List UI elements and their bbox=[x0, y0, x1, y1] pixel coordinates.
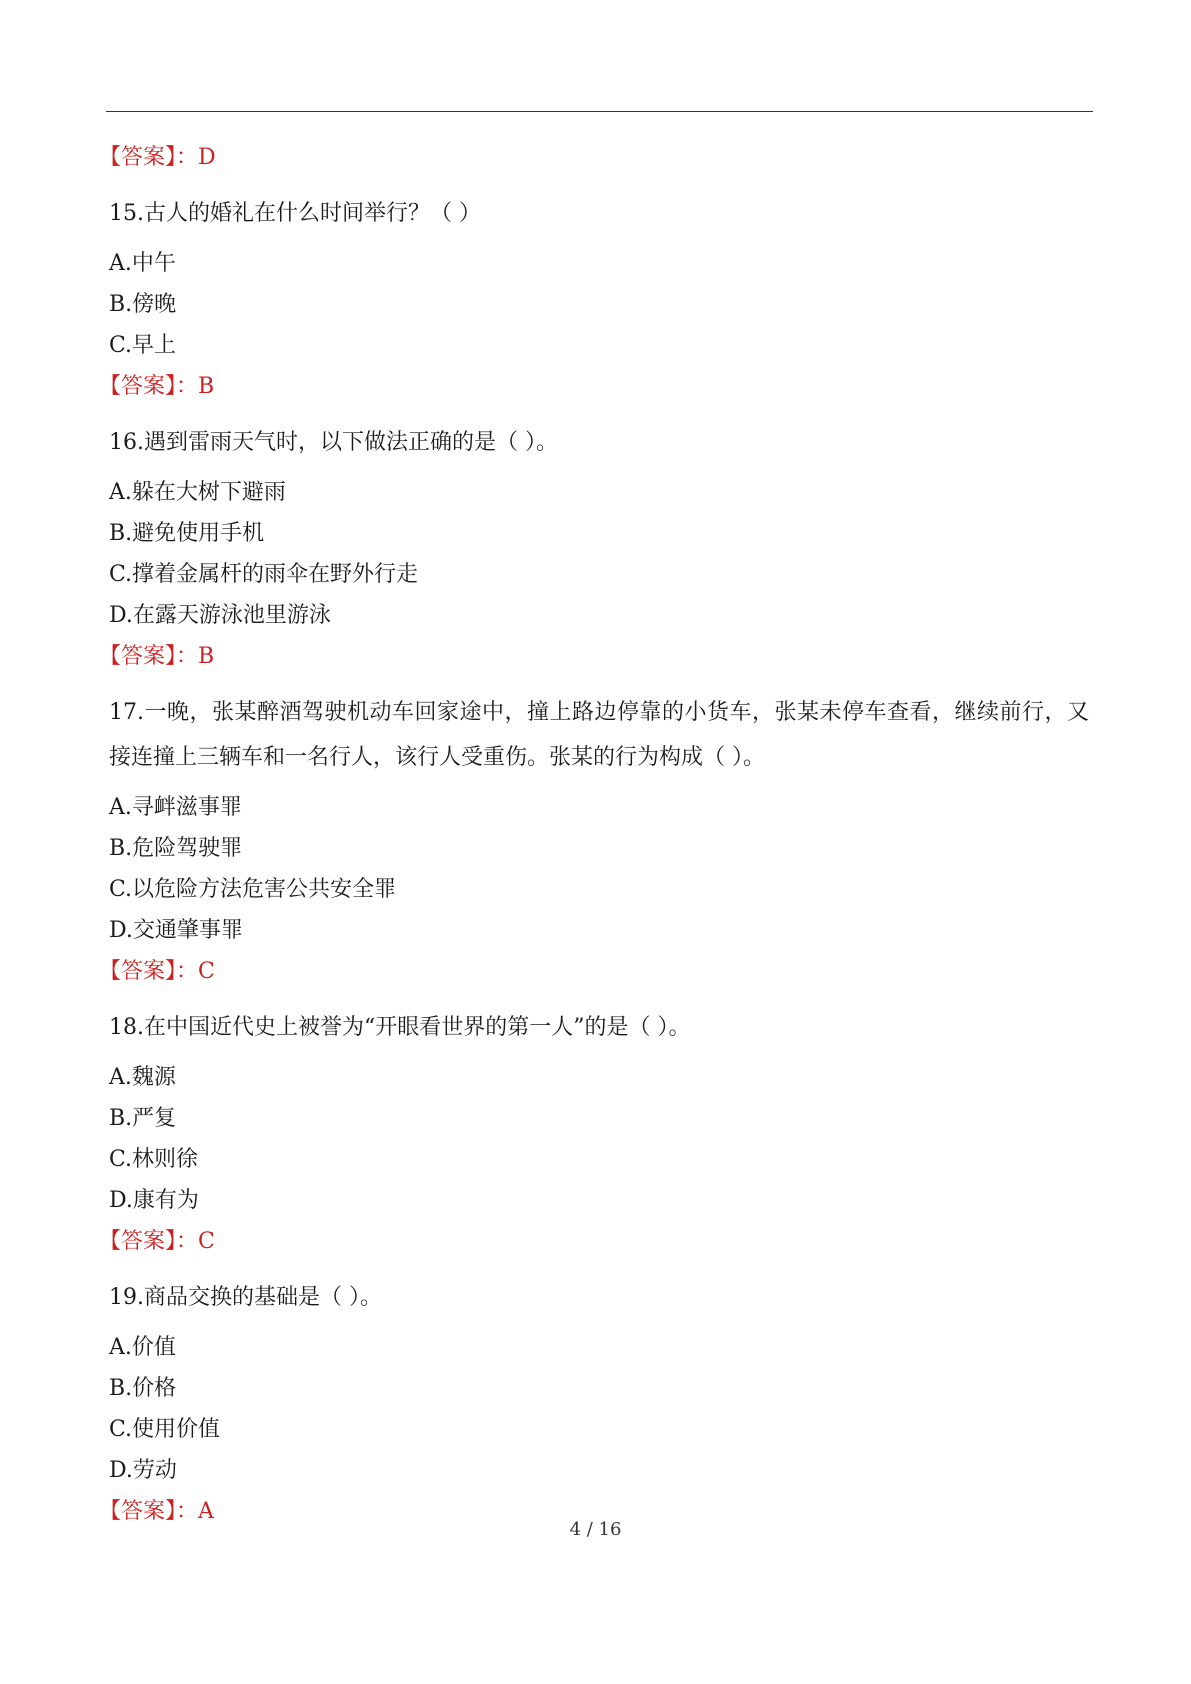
question-stem: 17.一晚，张某醉酒驾驶机动车回家途中，撞上路边停靠的小货车，张某未停车查看，继续前行，又接连撞上三辆车和一名行人，该行人受重伤。张某的行为构成（ ）。 bbox=[109, 700, 1089, 770]
answer-value: D bbox=[198, 145, 216, 170]
answer-line bbox=[99, 951, 1089, 992]
answer-label: 【答案】： bbox=[99, 1229, 199, 1254]
answer-value: C bbox=[198, 1229, 215, 1254]
header-rule bbox=[106, 111, 1093, 112]
answer-label: 【答案】： bbox=[99, 374, 199, 399]
question-15 bbox=[99, 178, 1089, 407]
question-stem: 19.商品交换的基础是（ ）。 bbox=[109, 1285, 382, 1310]
answer-line bbox=[99, 366, 1089, 407]
question-18 bbox=[99, 992, 1089, 1262]
option-b: B.危险驾驶罪 bbox=[109, 836, 243, 861]
option-d: D.交通肇事罪 bbox=[109, 918, 243, 943]
question-17 bbox=[99, 677, 1089, 992]
option-d: D.劳动 bbox=[109, 1458, 177, 1483]
option-d: D.在露天游泳池里游泳 bbox=[109, 603, 331, 628]
answer-label: 【答案】： bbox=[99, 145, 199, 170]
answer-value: B bbox=[198, 644, 215, 669]
answer-label: 【答案】： bbox=[99, 644, 199, 669]
answer-value: C bbox=[198, 959, 215, 984]
option-a: A.寻衅滋事罪 bbox=[109, 795, 242, 820]
answer-line bbox=[99, 1221, 1089, 1262]
answer-label: 【答案】： bbox=[99, 1499, 199, 1524]
option-d: D.康有为 bbox=[109, 1188, 199, 1213]
question-stem: 18.在中国近代史上被誉为“开眼看世界的第一人”的是（ ）。 bbox=[109, 1015, 691, 1040]
previous-answer bbox=[99, 138, 1089, 178]
option-c: C.撑着金属杆的雨伞在野外行走 bbox=[109, 562, 419, 587]
question-19 bbox=[99, 1262, 1089, 1532]
page-number: 4 / 16 bbox=[569, 1519, 622, 1540]
option-a: A.价值 bbox=[109, 1335, 176, 1360]
answer-value: A bbox=[198, 1499, 214, 1524]
option-c: C.以危险方法危害公共安全罪 bbox=[109, 877, 397, 902]
option-c: C.早上 bbox=[109, 333, 177, 358]
option-b: B.严复 bbox=[109, 1106, 177, 1131]
question-16 bbox=[99, 407, 1089, 677]
option-a: A.魏源 bbox=[109, 1065, 176, 1090]
option-c: C.林则徐 bbox=[109, 1147, 199, 1172]
option-b: B.价格 bbox=[109, 1376, 177, 1401]
option-b: B.傍晚 bbox=[109, 292, 177, 317]
option-b: B.避免使用手机 bbox=[109, 521, 265, 546]
answer-line bbox=[99, 636, 1089, 677]
option-a: A.中午 bbox=[109, 251, 176, 276]
option-a: A.躲在大树下避雨 bbox=[109, 480, 286, 505]
answer-label: 【答案】： bbox=[99, 959, 199, 984]
question-stem: 16.遇到雷雨天气时，以下做法正确的是（ ）。 bbox=[109, 430, 558, 455]
question-stem: 15.古人的婚礼在什么时间举行？（ ） bbox=[109, 201, 481, 226]
answer-value: B bbox=[198, 374, 215, 399]
question-list bbox=[99, 138, 1089, 1532]
option-c: C.使用价值 bbox=[109, 1417, 221, 1442]
